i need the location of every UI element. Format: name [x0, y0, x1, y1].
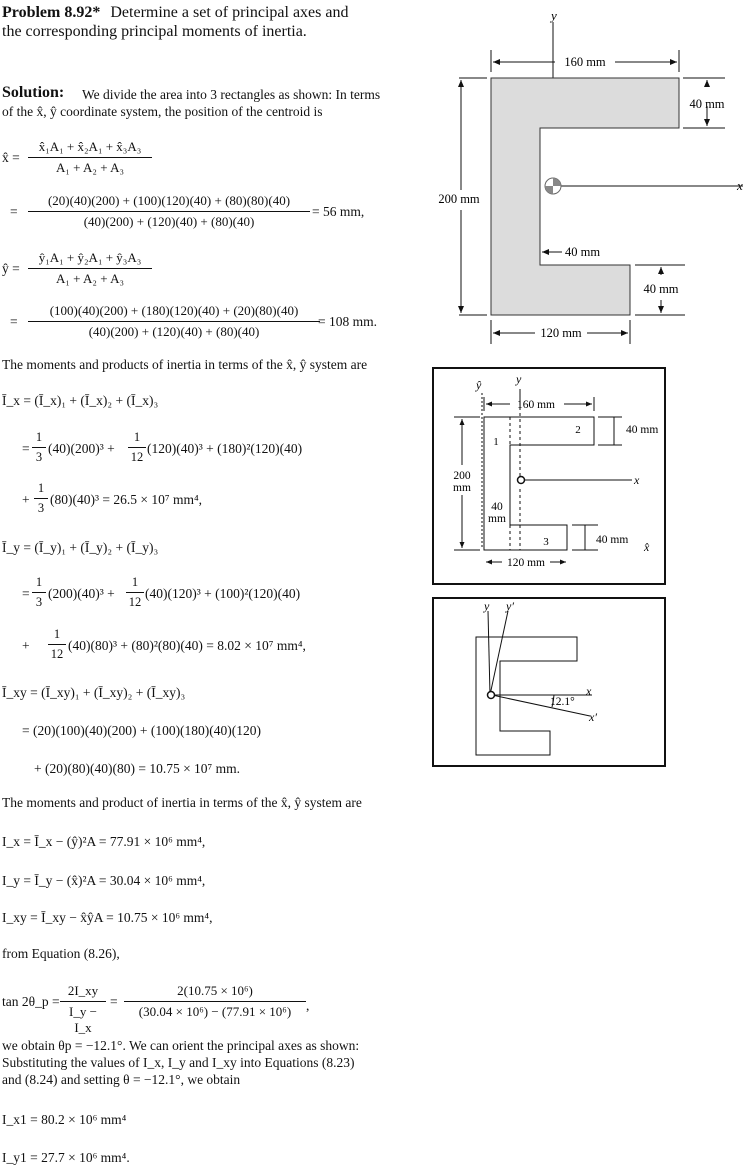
ix-term-b: (120)(40)³ + (180)²(120)(40): [147, 441, 303, 456]
fig1-centroid-marker: [545, 178, 561, 194]
ixy-bar-sum: Ī_xy = (Ī_xy)₁ + (Ī_xy)₂ + (Ī_xy)₃: [2, 685, 186, 700]
ix-centroid: I_x = Ī_x − (ŷ)²A = 77.91 × 10⁶ mm⁴,: [2, 834, 206, 849]
y-fraction: [28, 303, 320, 340]
ix1-result: I_x1 = 80.2 × 10⁶ mm⁴: [2, 1112, 127, 1127]
problem-text-line2: the corresponding principal moments of inertia.: [2, 23, 307, 40]
fig2-dim-bottom: 120 mm: [506, 557, 546, 569]
x-numerator: (20)(40)(200) + (100)(120)(40) + (80)(80)(40): [28, 193, 310, 212]
tan-denominator-1: I_y − I_x: [69, 1004, 97, 1035]
frac-one-twelfth-b: $\frac{1}{12}$: [126, 575, 144, 610]
iy-term-a: (200)(40)³ +: [48, 586, 115, 601]
yhat-fraction: [28, 250, 152, 287]
xhat-denominator: A₁ + A₂ + A₃: [56, 160, 124, 175]
problem-text-line1: Determine a set of principal axes and: [110, 4, 349, 21]
tan-fraction-1: [60, 983, 106, 1036]
fig1-dim-right-top: 40 mm: [689, 97, 725, 111]
iy-centroid: I_y = Ī_y − (x̂)²A = 30.04 × 10⁶ mm⁴,: [2, 873, 206, 888]
fig1-dim-right-bottom: 40 mm: [643, 282, 679, 296]
ixy-term-a: = (20)(100)(40)(200) + (100)(180)(40)(120): [22, 723, 262, 738]
tan-numerator-1: 2I_xy: [60, 983, 106, 1002]
conclusion-line1: we obtain θp = −12.1°. We can orient the principal axes as shown:: [2, 1038, 360, 1053]
fig3-y-prime-label: y′: [506, 599, 514, 613]
y-eq-sign: =: [10, 314, 18, 329]
tan-fraction-2: [124, 983, 306, 1020]
frac-one-third-c: $\frac{1}{3}$: [32, 575, 46, 610]
solution-label: Solution:: [2, 84, 65, 101]
iy-bar-sum: Ī_y = (Ī_y)₁ + (Ī_y)₂ + (Ī_y)₃: [2, 540, 159, 555]
fig2-dim-web-value: 40: [491, 501, 503, 513]
fig2-y-label: y: [516, 372, 522, 386]
xhat-lhs: x̂ =: [2, 150, 20, 165]
moments-xy-intro: The moments and product of inertia in terms of the x̂, ŷ system are: [2, 795, 362, 810]
yhat-lhs: ŷ =: [2, 261, 20, 276]
fig1-dim-bottom: 120 mm: [540, 326, 582, 340]
fig2-dim-left-value: 200: [453, 470, 471, 482]
figure-3-principal-axes: [432, 597, 666, 767]
xhat-numerator: x̂₁A₁ + x̂₂A₁ + x̂₃A₃: [28, 139, 152, 158]
yhat-numerator: ŷ₁A₁ + ŷ₂A₁ + ŷ₃A₃: [28, 250, 152, 269]
iy-eq-sign: =: [22, 586, 30, 601]
iy-term-c: (40)(80)³ + (80)²(80)(40) = 8.02 × 10⁷ mm⁴,: [68, 638, 306, 653]
fig2-x-label: x: [634, 473, 640, 487]
fig2-rect-3-label: 3: [543, 536, 549, 548]
fig2-rect-2-label: 2: [575, 424, 581, 436]
tan-comma: ,: [306, 998, 310, 1013]
problem-label: Problem 8.92*: [2, 4, 101, 21]
ixy-term-b: + (20)(80)(40)(80) = 10.75 × 10⁷ mm.: [34, 761, 241, 776]
iy-plus-sign: +: [22, 638, 30, 653]
tan-lhs: tan 2θ_p =: [2, 994, 60, 1009]
y-result: = 108 mm.: [318, 314, 377, 329]
fig2-rect-1-label: 1: [493, 436, 499, 448]
y-numerator: (100)(40)(200) + (180)(120)(40) + (20)(80)(40): [28, 303, 320, 322]
ix-plus-sign: +: [22, 492, 30, 507]
fig1-x-axis-label: x: [737, 178, 743, 193]
fig2-dim-left-unit: mm: [453, 482, 471, 494]
ix-term-c: (80)(40)³ = 26.5 × 10⁷ mm⁴,: [50, 492, 203, 507]
y-denominator: (40)(200) + (120)(40) + (80)(40): [88, 324, 260, 339]
fig2-yhat-label: ŷ: [476, 378, 482, 392]
fig3-centroid-dot: [488, 692, 495, 699]
frac-one-third-b: $\frac{1}{3}$: [34, 481, 48, 516]
tan-denominator-2: (30.04 × 10⁶) − (77.91 × 10⁶): [138, 1004, 292, 1019]
from-equation: from Equation (8.26),: [2, 946, 120, 961]
x-denominator: (40)(200) + (120)(40) + (80)(40): [83, 214, 255, 229]
solution-intro-line2: of the x̂, ŷ coordinate system, the position of the centroid is: [2, 104, 323, 119]
ix-term-a: (40)(200)³ +: [48, 441, 115, 456]
fig1-c-shaped-area: [491, 78, 679, 315]
fig2-dim-top: 160 mm: [516, 399, 556, 411]
tan-eq-sign: =: [110, 994, 118, 1009]
fig2-dim-right-top: 40 mm: [626, 424, 659, 436]
frac-one-twelfth-c: $\frac{1}{12}$: [48, 627, 66, 662]
tan-numerator-2: 2(10.75 × 10⁶): [124, 983, 306, 1002]
x-result: = 56 mm,: [312, 204, 365, 219]
figure-2-rectangle-decomposition: [432, 367, 666, 585]
yhat-denominator: A₁ + A₂ + A₃: [56, 271, 124, 286]
x-eq-sign: =: [10, 204, 18, 219]
solution-intro-line1: We divide the area into 3 rectangles as shown: In terms: [82, 87, 381, 102]
fig1-dim-left: 200 mm: [438, 192, 480, 206]
figure-1-dimensioned-area: [425, 0, 753, 350]
x-fraction: [28, 193, 310, 230]
xhat-fraction: [28, 139, 152, 176]
conclusion-line2: Substituting the values of I_x, I_y and I_xy into Equations (8.23): [2, 1055, 355, 1070]
fig3-y-label: y: [484, 599, 490, 613]
fig3-x-label: x: [586, 684, 592, 698]
fig1-dim-top: 160 mm: [564, 55, 606, 69]
fig3-x-prime-label: x′: [589, 710, 597, 724]
iy-term-b: (40)(120)³ + (100)²(120)(40): [145, 586, 301, 601]
conclusion-line3: and (8.24) and setting θ = −12.1°, we obtain: [2, 1072, 241, 1087]
ixy-centroid: I_xy = Ī_xy − x̂ŷA = 10.75 × 10⁶ mm⁴,: [2, 910, 213, 925]
problem-statement: [2, 4, 348, 22]
fig1-dim-web: 40 mm: [565, 245, 601, 259]
fig3-angle-label: 12.1°: [550, 696, 575, 708]
moments-hat-intro: The moments and products of inertia in terms of the x̂, ŷ system are: [2, 357, 368, 372]
fig2-centroid-dot: [518, 477, 525, 484]
fig2-dim-web-unit: mm: [488, 513, 506, 525]
iy1-result: I_y1 = 27.7 × 10⁶ mm⁴.: [2, 1150, 130, 1165]
fig2-xhat-label: x̂: [644, 540, 650, 554]
solution-heading: [2, 84, 64, 102]
ix-bar-sum: Ī_x = (Ī_x)₁ + (Ī_x)₂ + (Ī_x)₃: [2, 393, 159, 408]
ix-eq-sign: =: [22, 441, 30, 456]
fig1-y-axis-label: y: [551, 8, 557, 23]
frac-one-twelfth-a: $\frac{1}{12}$: [128, 430, 146, 465]
frac-one-third-a: $\frac{1}{3}$: [32, 430, 46, 465]
fig2-dim-right-bottom: 40 mm: [596, 534, 629, 546]
